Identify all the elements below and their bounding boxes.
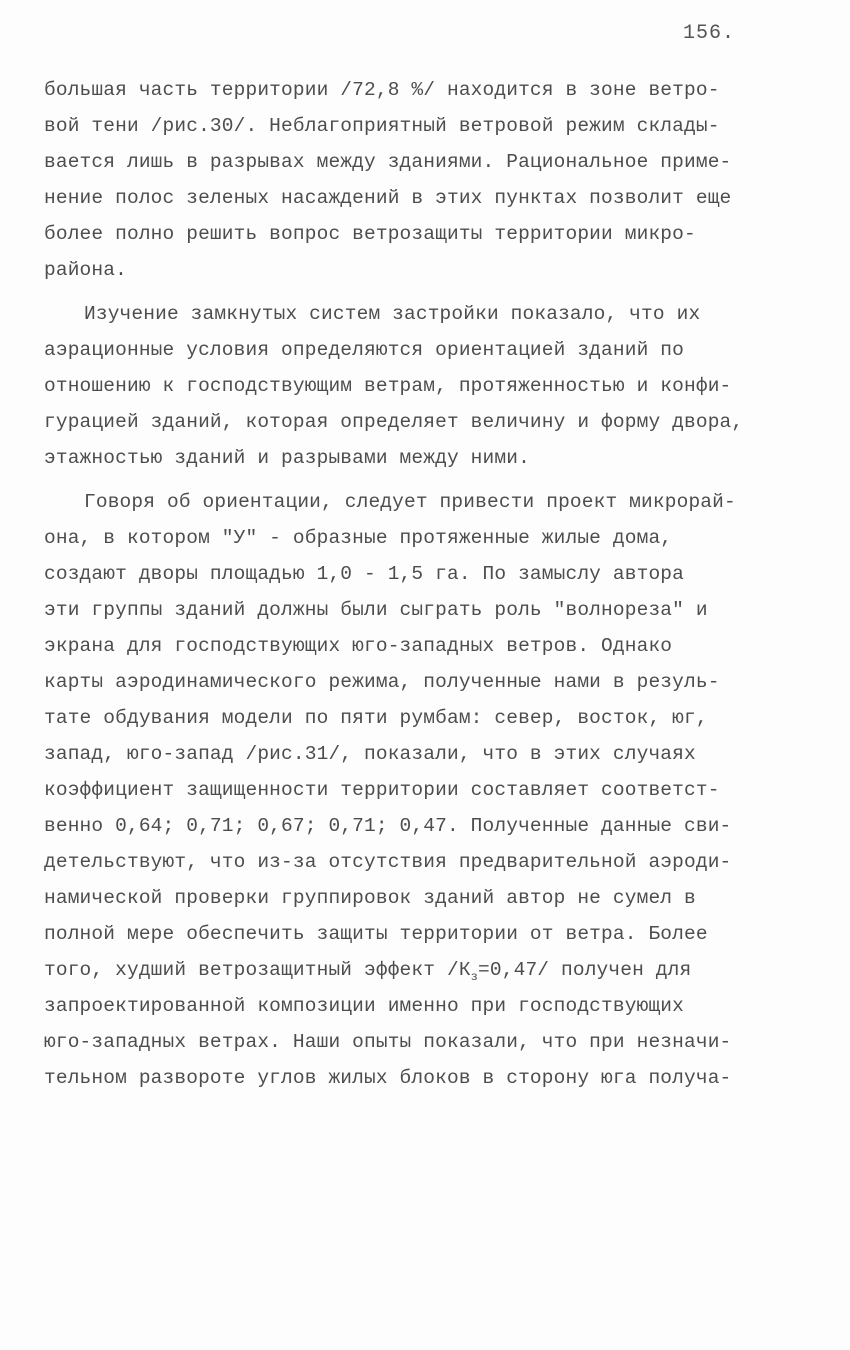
text-line: эти группы зданий должны были сыграть роль "волнореза" и — [44, 599, 708, 621]
page-number: 156. — [683, 22, 736, 45]
text-line: детельствуют, что из-за отсутствия предварительной аэроди- — [44, 851, 732, 873]
text-line: запад, юго-запад /рис.31/, показали, что в этих случаях — [44, 743, 696, 765]
text-line: венно 0,64; 0,71; 0,67; 0,71; 0,47. Полученные данные сви- — [44, 815, 732, 837]
paragraph-3 — [44, 484, 814, 1096]
text-line: отношению к господствующим ветрам, протяженностью и конфи- — [44, 375, 732, 397]
text-line: намической проверки группировок зданий автор не сумел в — [44, 887, 696, 909]
text-line: этажностью зданий и разрывами между ними. — [44, 447, 530, 469]
formula-line — [44, 952, 814, 988]
text-line: более полно решить вопрос ветрозащиты территории микро- — [44, 223, 696, 245]
text-line: запроектированной композиции именно при господствующих — [44, 995, 685, 1017]
text-line: Говоря об ориентации, следует привести проект микрорай- — [84, 491, 736, 513]
text-line: гурацией зданий, которая определяет величину и форму двора, — [44, 411, 744, 433]
text-line: вой тени /рис.30/. Неблагоприятный ветровой режим склады- — [44, 115, 720, 137]
text-line: Изучение замкнутых систем застройки показало, что их — [84, 303, 701, 325]
text-line: она, в котором "У" - образные протяженные жилые дома, — [44, 527, 673, 549]
text-line: района. — [44, 259, 127, 281]
text-line: большая часть территории /72,8 %/ находится в зоне ветро- — [44, 79, 720, 101]
text-line: тельном развороте углов жилых блоков в сторону юга получа- — [44, 1067, 732, 1089]
body-text — [44, 72, 814, 1096]
formula-text-after: =0,47/ получен для — [478, 959, 692, 981]
text-line: нение полос зеленых насаждений в этих пунктах позволит еще — [44, 187, 732, 209]
paragraph-1 — [44, 72, 814, 288]
text-line: создают дворы площадью 1,0 - 1,5 га. По замыслу автора — [44, 563, 685, 585]
text-line: полной мере обеспечить защиты территории от ветра. Более — [44, 923, 708, 945]
text-line: карты аэродинамического режима, полученные нами в резуль- — [44, 671, 720, 693]
text-line: вается лишь в разрывах между зданиями. Рациональное приме- — [44, 151, 732, 173]
paragraph-2 — [44, 296, 814, 476]
formula-subscript: з — [470, 970, 479, 984]
text-line: юго-западных ветрах. Наши опыты показали, что при незначи- — [44, 1031, 732, 1053]
text-line: коэффициент защищенности территории составляет соответст- — [44, 779, 720, 801]
text-line: экрана для господствующих юго-западных ветров. Однако — [44, 635, 673, 657]
text-line: тате обдувания модели по пяти румбам: север, восток, юг, — [44, 707, 708, 729]
text-line: аэрационные условия определяются ориентацией зданий по — [44, 339, 685, 361]
formula-text-before: того, худший ветрозащитный эффект /К — [44, 959, 471, 981]
